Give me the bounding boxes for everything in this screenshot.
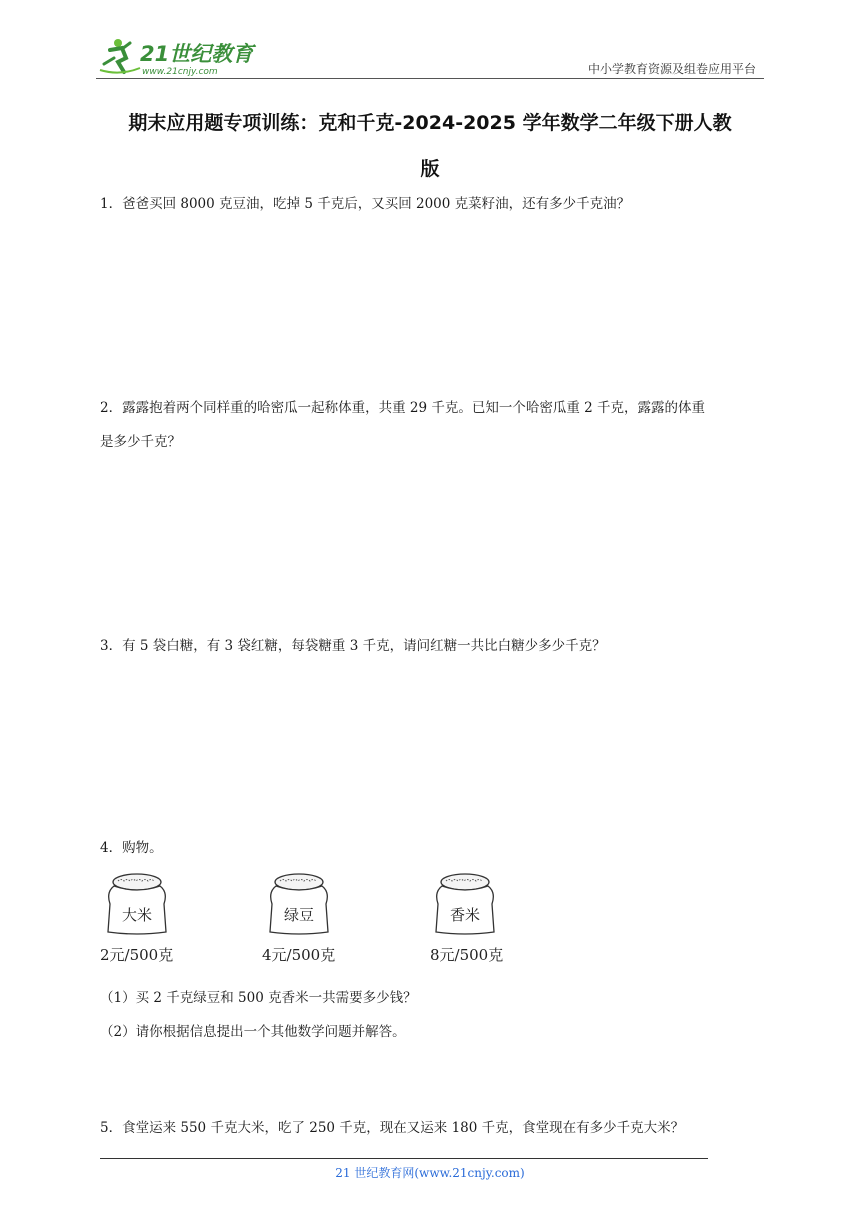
question-4: 4．购物。 — [100, 840, 163, 856]
price-dami: 2元/500克 — [100, 946, 174, 964]
price-lvdou: 4元/500克 — [262, 946, 336, 964]
header-divider — [96, 78, 764, 79]
footer-link[interactable]: 21 世纪教育网(www.21cnjy.com) — [335, 1166, 525, 1180]
logo-text: 21世纪教育 — [140, 42, 254, 66]
rice-bag-icon — [104, 872, 170, 934]
question-4-sub-2: （2）请你根据信息提出一个其他数学问题并解答。 — [100, 1024, 406, 1040]
page-title-line1: 期末应用题专项训练：克和千克-2024-2025 学年数学二年级下册人教 — [128, 112, 732, 134]
site-logo — [96, 34, 266, 78]
mung-bean-bag-icon — [266, 872, 332, 934]
question-1: 1．爸爸买回 8000 克豆油，吃掉 5 千克后，又买回 2000 克菜籽油，还有多少千克油？ — [100, 196, 631, 212]
question-2-line2: 是多少千克？ — [100, 434, 181, 450]
footer-divider — [100, 1158, 708, 1159]
question-3: 3．有 5 袋白糖，有 3 袋红糖，每袋糖重 3 千克，请问红糖一共比白糖少多少千克？ — [100, 638, 606, 654]
bag-label-lvdou: 绿豆 — [283, 906, 314, 924]
price-xiangmi: 8元/500克 — [430, 946, 504, 964]
bag-label-xiangmi: 香米 — [449, 906, 480, 924]
question-5: 5．食堂运来 550 千克大米，吃了 250 千克，现在又运来 180 千克，食堂现在有多少千克大米？ — [100, 1120, 685, 1136]
page-title-line2: 版 — [420, 158, 440, 180]
bag-label-dami: 大米 — [121, 906, 152, 924]
fragrant-rice-bag-icon — [432, 872, 498, 934]
logo-url: www.21cnjy.com — [142, 67, 218, 77]
question-2-line1: 2．露露抱着两个同样重的哈密瓜一起称体重，共重 29 千克。已知一个哈密瓜重 2 千克，露露的体重 — [100, 400, 706, 416]
question-4-sub-1: （1）买 2 千克绿豆和 500 克香米一共需要多少钱？ — [100, 990, 417, 1006]
platform-name: 中小学教育资源及组卷应用平台 — [587, 62, 756, 76]
